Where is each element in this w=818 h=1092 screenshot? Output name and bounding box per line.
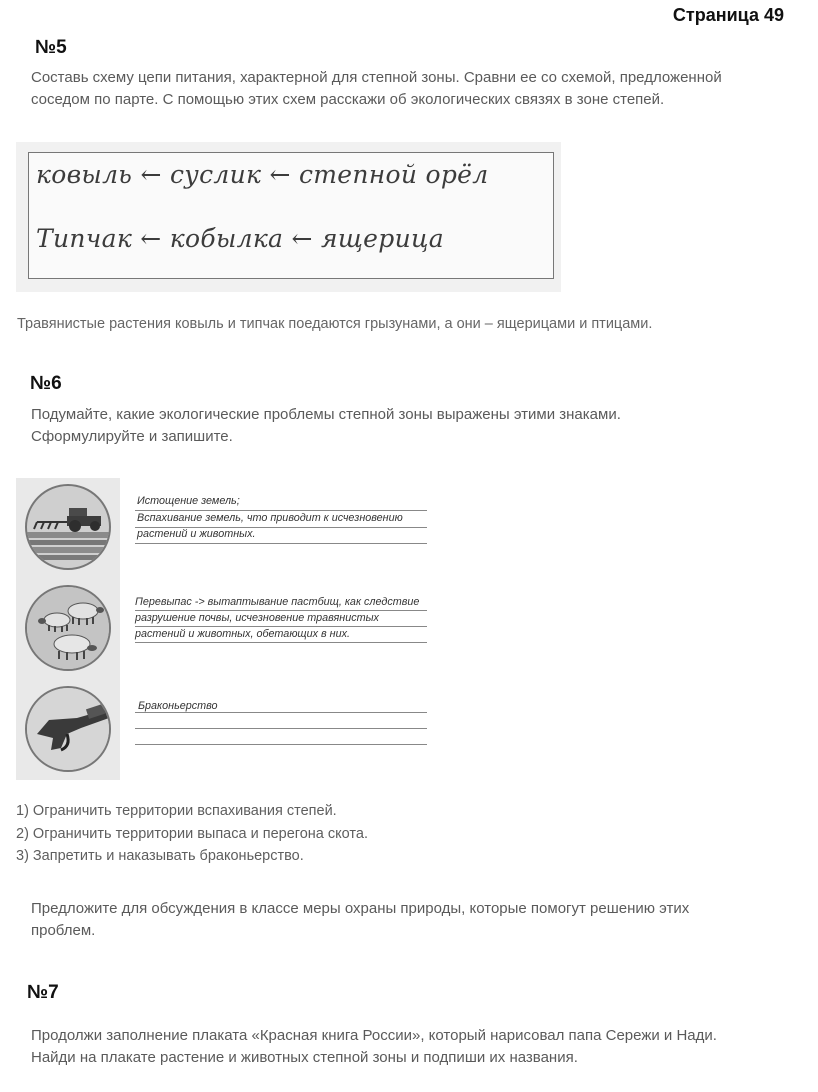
- grazing-sheep-icon: [25, 585, 111, 671]
- measures-list: [16, 800, 368, 868]
- list-item: 3) Запретить и наказывать браконьерство.: [16, 848, 304, 864]
- rifle-icon: [25, 686, 111, 772]
- task-6-number: №6: [30, 373, 62, 394]
- food-chain-1: ковыль ← суслик ← степной орёл: [36, 160, 489, 189]
- sign-1-text-line: Истощение земель;: [137, 495, 240, 507]
- sign-2-text-line: растений и животных, обетающих в них.: [135, 628, 351, 640]
- task-6-instruction-line: Сформулируйте и запишите.: [31, 428, 233, 445]
- task-6-instruction: [31, 404, 621, 448]
- list-item: 1) Ограничить территории вспахивания степей.: [16, 803, 337, 819]
- sign-2-text-line: Перевыпас -> вытаптывание пастбищ, как следствие: [135, 596, 420, 608]
- sign-3-text-line: Браконьерство: [138, 700, 218, 712]
- writing-line: [135, 543, 427, 544]
- task-6-discussion-line: Предложите для обсуждения в классе меры охраны природы, которые помогут решению этих: [31, 900, 690, 917]
- task-5-instruction-line: соседом по парте. С помощью этих схем расскажи об экологических связях в зоне степей.: [31, 91, 665, 108]
- writing-line: [135, 642, 427, 643]
- task-7-instruction-line: Найди на плакате растение и животных степной зоны и подпиши их названия.: [31, 1049, 578, 1066]
- task-7-instruction: [31, 1025, 717, 1069]
- task-5-instruction-line: Составь схему цепи питания, характерной для степной зоны. Сравни ее со схемой, предложенной: [31, 69, 722, 86]
- sign-2-text-line: разрушение почвы, исчезновение травянистых: [135, 612, 379, 624]
- page-number: Страница 49: [672, 5, 784, 25]
- sign-1-text-line: Вспахивание земель, что приводит к исчезновению: [137, 512, 403, 524]
- task-6-discussion-line: проблем.: [31, 922, 96, 939]
- tractor-plough-icon: [25, 484, 111, 570]
- writing-line: [135, 510, 427, 511]
- writing-line: [135, 744, 427, 745]
- writing-line: [135, 626, 427, 627]
- task-5-number: №5: [35, 37, 67, 58]
- task-7-instruction-line: Продолжи заполнение плаката «Красная книга России», который нарисовал папа Сережи и Нади.: [31, 1027, 717, 1044]
- list-item: 2) Ограничить территории выпаса и перегона скота.: [16, 825, 368, 842]
- task-6-discussion: [31, 898, 689, 942]
- food-chain-2: Типчак ← кобылка ← ящерица: [36, 224, 444, 253]
- task-7-number: №7: [27, 982, 59, 1003]
- writing-line: [135, 712, 427, 713]
- writing-line: [135, 728, 427, 729]
- task-5-answer: Травянистые растения ковыль и типчак поедаются грызунами, а они – ящерицами и птицами.: [17, 316, 653, 332]
- sign-1-text-line: растений и животных.: [137, 528, 256, 540]
- writing-line: [135, 610, 427, 611]
- task-5-instruction: [31, 67, 722, 111]
- task-6-instruction-line: Подумайте, какие экологические проблемы степной зоны выражены этими знаками.: [31, 406, 621, 423]
